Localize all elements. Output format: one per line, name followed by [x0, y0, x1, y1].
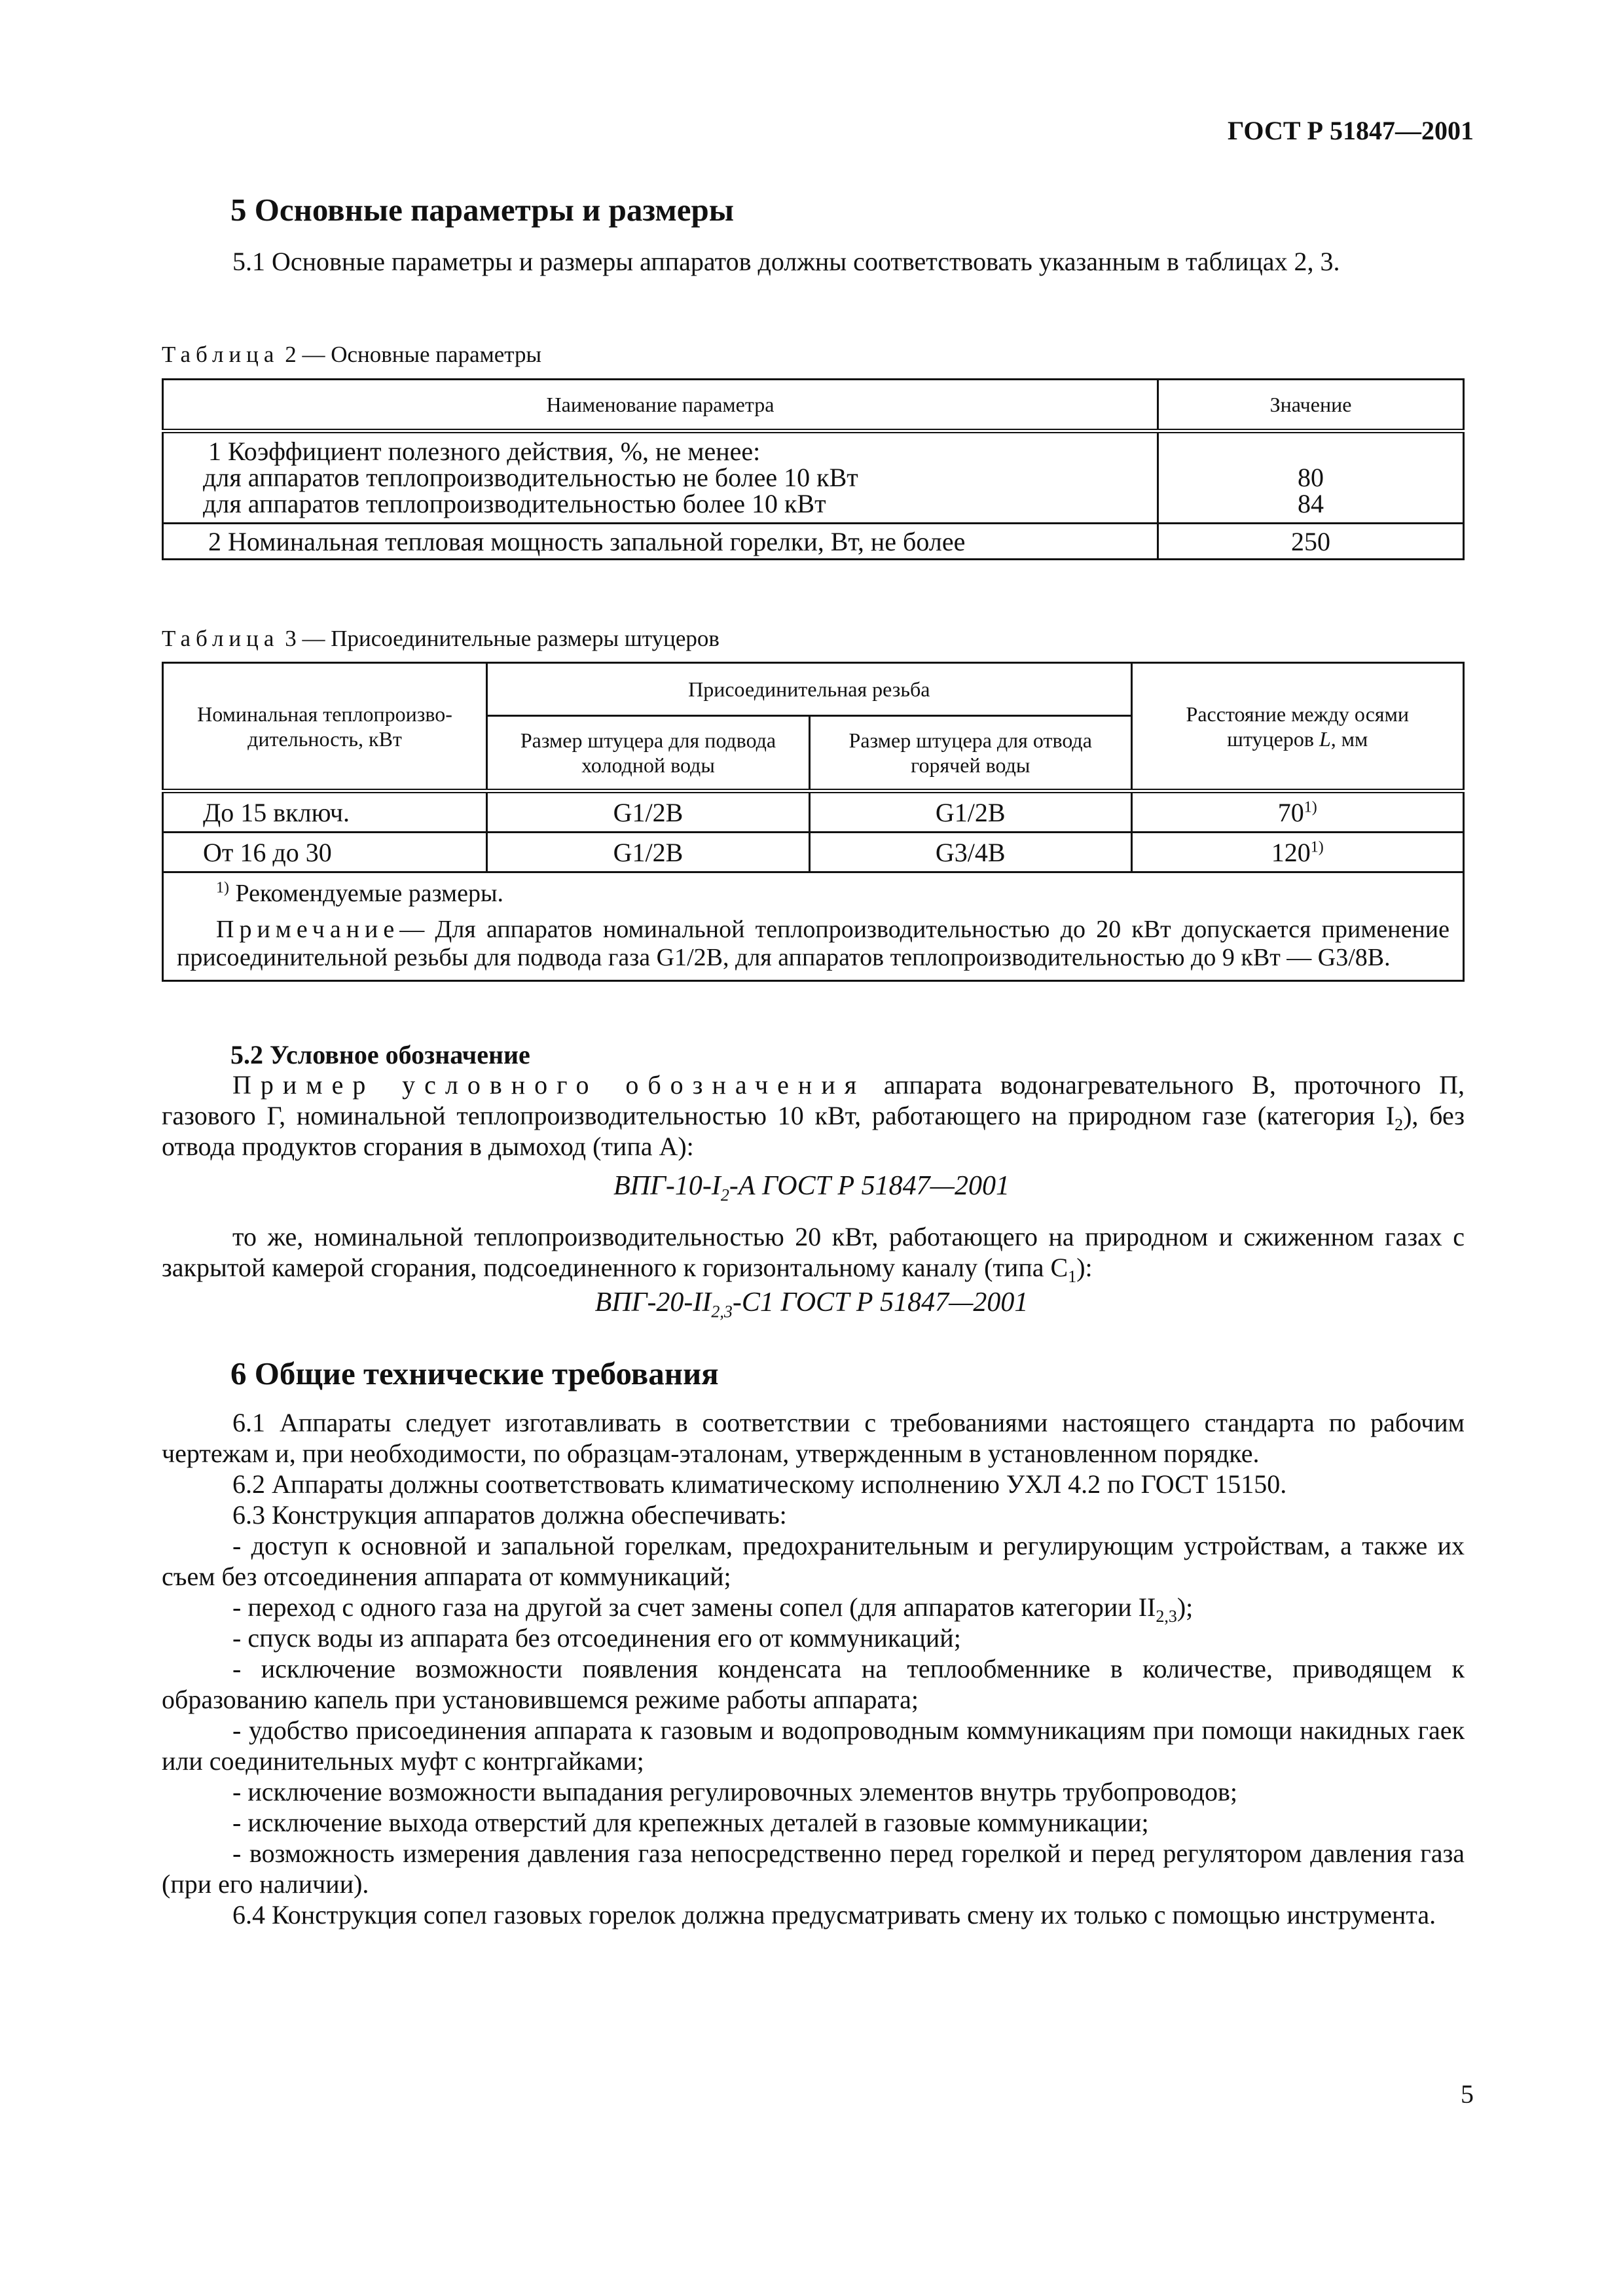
table-3-cell-hot: G3/4B: [809, 833, 1131, 872]
table-3-header-cold: Размер штуцера для подвода холодной воды: [487, 716, 810, 791]
list-item: - спуск воды из аппарата без отсоединения его от коммуникаций;: [232, 1623, 961, 1653]
section-5-2-title: 5.2 Условное обозначение: [230, 1040, 530, 1069]
table-3-header-distance: Расстояние между осями штуцеров L, мм: [1131, 663, 1463, 791]
table-3-caption-text: 3 — Присоединительные размеры штуцеров: [279, 626, 720, 651]
list-item: - исключение возможности выпадания регулировочных элементов внутрь трубопроводов;: [232, 1777, 1237, 1806]
table-2: [162, 378, 1465, 560]
table-3-cell-power: До 15 включ.: [163, 791, 487, 833]
document-code: ГОСТ Р 51847—2001: [1227, 116, 1474, 145]
paragraph-6-4: 6.4 Конструкция сопел газовых горелок должна предусматривать смену их только с помощью инструмента.: [232, 1900, 1436, 1929]
paragraph-5-2-example: Пример условного обозначения аппарата водонагревательного В, проточного П, газового Г, номинальной теплопроизводительностью 10 кВт, работающего на природном газе (категория $I_2$), без отвода продуктов сгорания в дымоход (типа А):: [162, 1070, 1465, 1161]
section-6-title: 6 Общие технические требования: [230, 1355, 719, 1391]
list-item: - исключение выхода отверстий для крепежных деталей в газовые коммуникации;: [232, 1808, 1149, 1837]
table-2-row-1-line-3: для аппаратов теплопроизводительностью более 10 кВт: [203, 489, 826, 518]
table-3-cell-distance: 120$^{1)}$: [1131, 833, 1463, 872]
table-3-row: [163, 791, 1464, 833]
table-2-row-1-values: [1158, 431, 1464, 524]
table-3-header-power: Номинальная теплопроизво-дительность, кВт: [163, 663, 487, 791]
list-item: - переход с одного газа на другой за счет замены сопел (для аппаратов категории $II_{2,3}$);: [232, 1592, 1194, 1626]
table-2-caption-label: Таблица: [162, 342, 280, 367]
table-3-note: Примечание— Для аппаратов номинальной теплопроизводительностью до 20 кВт допускается применение присоединительной резьбы для подвода газа G1/2В, для аппаратов теплопроизводительностью до 9 кВт — G3/8В.: [177, 916, 1450, 971]
list-item: - возможность измерения давления газа непосредственно перед горелкой и перед регулятором давления газа (при его наличии).: [162, 1839, 1465, 1899]
table-2-row-1-value-2: 84: [1298, 489, 1324, 518]
paragraph-5-2-second: то же, номинальной теплопроизводительностью 20 кВт, работающего на природном и сжиженном газах с закрытой камерой сгорания, подсоединенного к горизонтальному каналу (типа $С_1$):: [162, 1222, 1465, 1286]
table-2-row-1-line-2: для аппаратов теплопроизводительностью не более 10 кВт: [203, 463, 858, 492]
table-2-row-2-name: 2 Номинальная тепловая мощность запальной горелки, Вт, не более: [163, 524, 1158, 560]
designation-formula-1: ВПГ-$10-I_2-А$ ГОСТ Р 51847—2001: [613, 1171, 1010, 1205]
section-6-body: [162, 1407, 1465, 1930]
paragraph-6-1: 6.1 Аппараты следует изготавливать в соответствии с требованиями настоящего стандарта по рабочим чертежам и, при необходимости, по образцам-эталонам, утвержденным в установленном порядке.: [162, 1408, 1465, 1468]
table-3-cell-hot: G1/2B: [809, 791, 1131, 833]
table-2-caption-text: 2 — Основные параметры: [279, 342, 542, 367]
table-2-row-2-value: 250: [1158, 524, 1464, 560]
table-2-header-value: Значение: [1158, 380, 1464, 431]
table-3-cell-cold: G1/2B: [487, 833, 810, 872]
table-3-cell-cold: G1/2B: [487, 791, 810, 833]
table-3-footnote: $^{1)}$ Рекомендуемые размеры.: [216, 879, 503, 907]
section-5-title: 5 Основные параметры и размеры: [230, 192, 734, 228]
paragraph-5-1: 5.1 Основные параметры и размеры аппаратов должны соответствовать указанным в таблицах 2, 3.: [232, 247, 1340, 276]
paragraph-6-3: 6.3 Конструкция аппаратов должна обеспечивать:: [232, 1500, 787, 1530]
table-3: [162, 662, 1465, 982]
table-2-caption: [162, 342, 541, 368]
table-2-row-1-name: [163, 431, 1158, 524]
table-2-row-1-line-1: 1 Коэффициент полезного действия, %, не менее:: [208, 437, 761, 466]
list-item: - доступ к основной и запальной горелкам, предохранительным и регулирующим устройствам, а также их съем без отсоединения аппарата от коммуникаций;: [162, 1531, 1465, 1591]
designation-formula-2: ВПГ-$20-II_{2,3}-С1$ ГОСТ Р 51847—2001: [594, 1287, 1029, 1321]
table-3-row: [163, 833, 1464, 872]
table-2-header-name: Наименование параметра: [163, 380, 1158, 431]
page-number: 5: [1461, 2079, 1474, 2109]
list-item: - удобство присоединения аппарата к газовым и водопроводным коммуникациям при помощи накидных гаек или соединительных муфт с контргайками;: [162, 1715, 1465, 1776]
table-3-header-thread: Присоединительная резьба: [487, 663, 1132, 716]
table-3-cell-distance: 70$^{1)}$: [1131, 791, 1463, 833]
table-3-cell-power: От 16 до 30: [163, 833, 487, 872]
table-3-caption: [162, 626, 720, 652]
paragraph-6-2: 6.2 Аппараты должны соответствовать климатическому исполнению УХЛ 4.2 по ГОСТ 15150.: [232, 1469, 1287, 1499]
table-3-caption-label: Таблица: [162, 626, 280, 651]
table-3-notes: [163, 872, 1464, 981]
list-item: - исключение возможности появления конденсата на теплообменнике в количестве, приводящем к образованию капель при установившемся режиме работы аппарата;: [162, 1654, 1465, 1714]
table-3-header-hot: Размер штуцера для отвода горячей воды: [809, 716, 1131, 791]
table-2-row-1-value-1: 80: [1298, 463, 1324, 492]
